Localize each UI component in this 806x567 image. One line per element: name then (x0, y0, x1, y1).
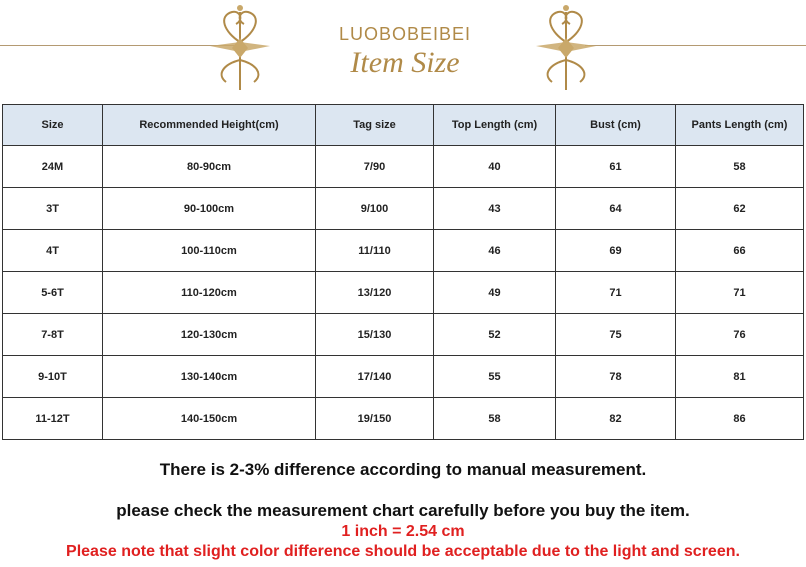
table-row (3, 146, 804, 188)
column-header: Bust (cm) (556, 105, 676, 146)
table-cell: 4T (3, 230, 103, 272)
decorative-rule-right (585, 45, 806, 46)
table-cell: 24M (3, 146, 103, 188)
table-cell: 7-8T (3, 314, 103, 356)
table-row (3, 314, 804, 356)
fleur-de-lis-ornament-right (530, 2, 602, 92)
table-cell: 75 (556, 314, 676, 356)
fleur-de-lis-ornament-left (204, 2, 276, 92)
page-title: Item Size (350, 46, 460, 79)
table-header-row (3, 105, 804, 146)
table-cell: 64 (556, 188, 676, 230)
measurement-difference-note: There is 2-3% difference according to manual measurement. (159, 460, 647, 479)
table-cell: 80-90cm (103, 146, 316, 188)
table-cell: 55 (434, 356, 556, 398)
check-chart-note: please check the measurement chart carefully before you buy the item. (116, 501, 690, 520)
table-cell: 9-10T (3, 356, 103, 398)
table-cell: 19/150 (316, 398, 434, 440)
inch-conversion-note: 1 inch = 2.54 cm (341, 523, 465, 540)
table-cell: 110-120cm (103, 272, 316, 314)
table-cell: 71 (676, 272, 804, 314)
table-cell: 52 (434, 314, 556, 356)
size-chart-table (2, 104, 804, 440)
table-cell: 120-130cm (103, 314, 316, 356)
column-header: Pants Length (cm) (676, 105, 804, 146)
table-cell: 15/130 (316, 314, 434, 356)
table-cell: 46 (434, 230, 556, 272)
table-cell: 69 (556, 230, 676, 272)
table-cell: 11/110 (316, 230, 434, 272)
table-cell: 81 (676, 356, 804, 398)
table-cell: 13/120 (316, 272, 434, 314)
table-cell: 49 (434, 272, 556, 314)
table-cell: 58 (676, 146, 804, 188)
table-cell: 61 (556, 146, 676, 188)
table-row (3, 230, 804, 272)
table-cell: 76 (676, 314, 804, 356)
table-cell: 71 (556, 272, 676, 314)
column-header: Size (3, 105, 103, 146)
table-cell: 9/100 (316, 188, 434, 230)
table-cell: 78 (556, 356, 676, 398)
table-cell: 86 (676, 398, 804, 440)
brand-name: LUOBOBEIBEI (338, 24, 472, 44)
table-cell: 100-110cm (103, 230, 316, 272)
column-header: Recommended Height(cm) (103, 105, 316, 146)
table-cell: 140-150cm (103, 398, 316, 440)
column-header: Top Length (cm) (434, 105, 556, 146)
table-cell: 3T (3, 188, 103, 230)
table-cell: 62 (676, 188, 804, 230)
table-cell: 17/140 (316, 356, 434, 398)
table-cell: 7/90 (316, 146, 434, 188)
table-cell: 5-6T (3, 272, 103, 314)
table-row (3, 356, 804, 398)
color-difference-note: Please note that slight color difference should be acceptable due to the light and screen. (66, 543, 740, 560)
table-cell: 82 (556, 398, 676, 440)
table-row (3, 398, 804, 440)
header (0, 0, 806, 100)
table-cell: 58 (434, 398, 556, 440)
table-cell: 43 (434, 188, 556, 230)
table-cell: 90-100cm (103, 188, 316, 230)
table-cell: 11-12T (3, 398, 103, 440)
table-cell: 40 (434, 146, 556, 188)
column-header: Tag size (316, 105, 434, 146)
table-cell: 130-140cm (103, 356, 316, 398)
table-cell: 66 (676, 230, 804, 272)
table-row (3, 272, 804, 314)
table-row (3, 188, 804, 230)
